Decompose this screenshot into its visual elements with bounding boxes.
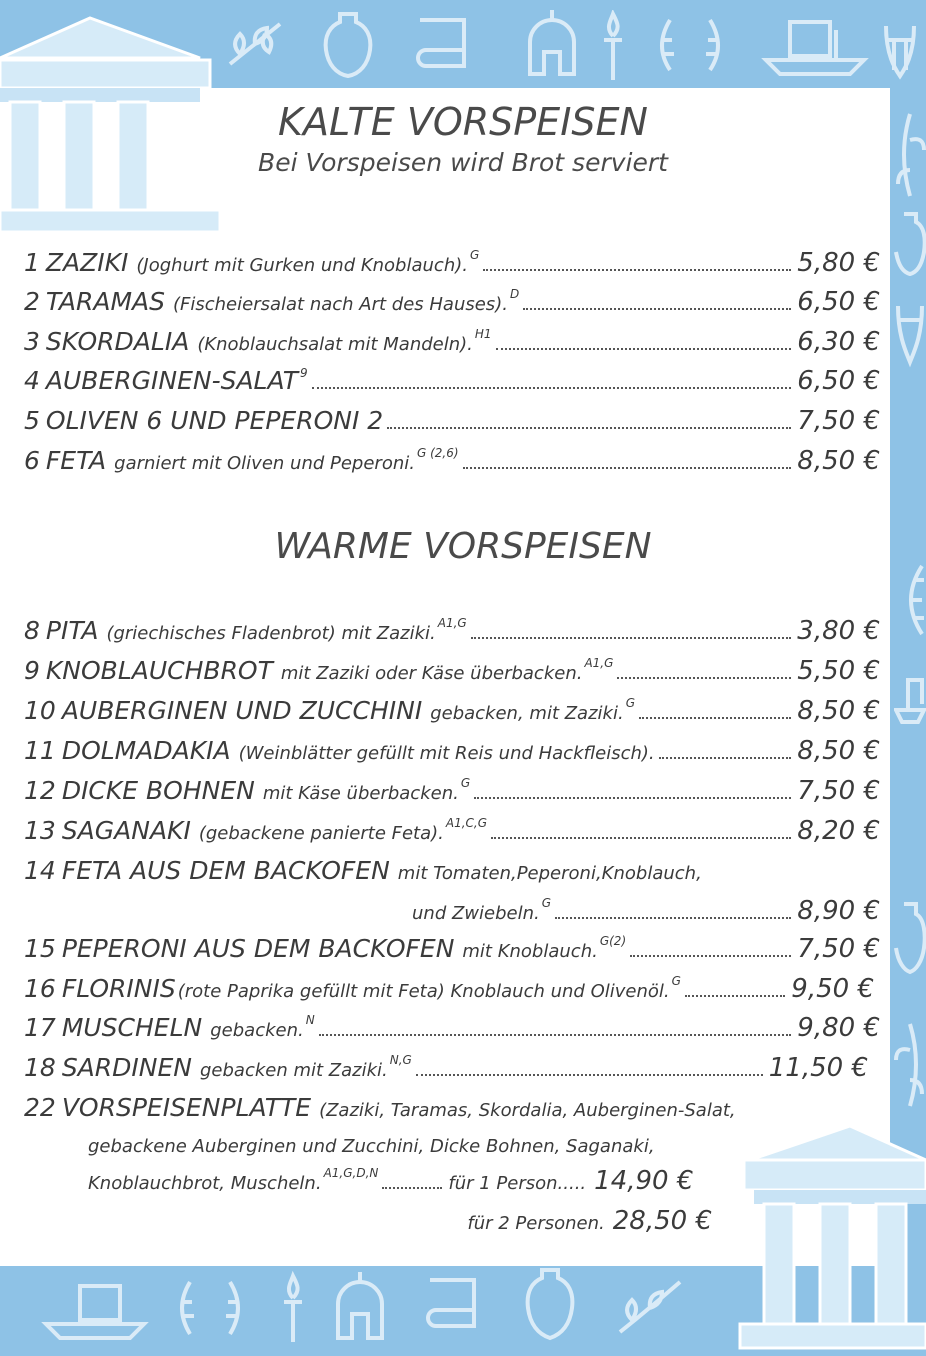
menu-item [24,366,880,396]
dot-leader [387,427,791,429]
laurel-wreath-icon [650,10,730,80]
item-description: gebacken. [210,1020,304,1041]
item-price: 5,80 € [797,248,880,278]
item-number: 9 [24,656,40,685]
item-number: 3 [24,327,40,356]
item-description: (rote Paprika gefüllt mit Feta) Knoblauch und Olivenöl. [177,981,670,1002]
cold-appetizers-heading: KALTE VORSPEISEN [278,100,648,144]
item-description: mit Knoblauch. [462,941,598,962]
item-price: 7,50 € [797,776,880,806]
item-price: 9,50 € [791,974,874,1004]
amphora-icon [894,900,926,980]
olive-branch-icon [610,1272,690,1342]
allergen-codes: G [541,896,552,910]
helmet-icon [328,1268,392,1344]
item-number: 13 [24,816,56,845]
amphora-icon [520,1266,580,1346]
menu-item [24,736,880,766]
item-name: PITA [45,616,99,645]
item-price: 3,80 € [797,616,880,646]
olive-branch-icon [894,1020,926,1110]
item-price: 8,50 € [797,736,880,766]
allergen-codes: 9 [300,366,308,380]
item-description: (Fischeiersalat nach Art des Hauses). [173,294,508,315]
dot-leader [416,1074,763,1076]
portion-label: für 2 Personen. [467,1213,605,1234]
dot-leader [659,757,792,759]
platter-description-line: gebackene Auberginen und Zucchini, Dicke Bohnen, Saganaki, [88,1136,655,1157]
menu-item-platter [24,1093,824,1122]
menu-item [24,616,880,646]
dot-leader [496,348,792,350]
menu-item [24,406,880,436]
item-price: 9,80 € [797,1013,880,1043]
item-description: garniert mit Oliven und Peperoni. [114,453,415,474]
item-number: 18 [24,1053,56,1082]
item-price: 5,50 € [797,656,880,686]
item-name: AUBERGINEN UND ZUCCHINI [61,696,423,725]
allergen-codes: N,G [389,1053,412,1067]
item-description: (Joghurt mit Gurken und Knoblauch). [136,255,468,276]
item-number: 4 [24,366,40,395]
item-name: DICKE BOHNEN [61,776,255,805]
item-name: MUSCHELN [61,1013,203,1042]
item-number: 1 [24,248,40,277]
item-name: DOLMADAKIA [61,736,231,765]
item-price: 8,20 € [797,816,880,846]
item-price: 7,50 € [797,406,880,436]
item-name: FLORINIS [61,974,176,1003]
item-price: 8,50 € [797,696,880,726]
item-number: 15 [24,934,56,963]
menu-item [24,327,880,357]
laurel-wreath-icon [170,1272,250,1344]
amphora-icon [318,10,378,80]
item-description: mit Zaziki oder Käse überbacken. [280,663,583,684]
menu-item [24,287,880,317]
menu-item [24,656,880,686]
allergen-codes: G [671,974,681,988]
item-number: 10 [24,696,56,725]
item-description: (griechisches Fladenbrot) mit Zaziki. [106,623,436,644]
item-description: gebacken mit Zaziki. [199,1060,388,1081]
menu-item [24,776,880,806]
dot-leader [474,797,791,799]
dot-leader [523,308,791,310]
ship-icon [760,10,870,80]
item-description: und Zwiebeln. [412,903,540,924]
item-number: 12 [24,776,56,805]
dot-leader [382,1187,442,1189]
torch-icon [598,10,628,84]
ship-icon [40,1270,150,1346]
menu-item [24,934,880,964]
cold-appetizers-subtitle: Bei Vorspeisen wird Brot serviert [258,148,668,177]
torch-icon [278,1270,308,1346]
menu-item [24,696,880,726]
dot-leader [630,955,791,957]
item-name: PEPERONI AUS DEM BACKOFEN [61,934,455,963]
allergen-codes: A1,G [437,616,467,630]
item-description: (Knoblauchsalat mit Mandeln). [197,334,473,355]
scroll-icon [420,1270,490,1342]
item-price: 11,50 € [768,1053,868,1083]
allergen-codes: G (2,6) [416,446,459,460]
dot-leader [685,995,785,997]
item-price: 14,90 € [594,1166,694,1196]
allergen-codes: A1,G,D,N [323,1166,379,1180]
item-description: (Weinblätter gefüllt mit Reis und Hackfleisch). [238,743,655,764]
dot-leader [639,717,791,719]
item-price: 6,50 € [797,287,880,317]
item-price: 7,50 € [797,934,880,964]
warm-appetizers-heading: WARME VORSPEISEN [274,526,652,567]
allergen-codes: D [509,287,520,301]
item-description: Knoblauchbrot, Muscheln. [88,1173,322,1194]
dot-leader [471,637,792,639]
item-name: SAGANAKI [61,816,191,845]
dot-leader [617,677,791,679]
menu-item [24,856,880,885]
item-number: 2 [24,287,40,316]
item-name: SKORDALIA [45,327,190,356]
menu-item [24,974,874,1004]
item-number: 14 [24,856,56,885]
menu-item [24,816,880,846]
item-name: VORSPEISENPLATTE [61,1093,312,1122]
allergen-codes: A1,C,G [445,816,488,830]
lyre-icon [880,20,920,80]
dot-leader [312,387,792,389]
allergen-codes: H1 [474,327,492,341]
lyre-icon [894,300,926,370]
menu-item-continuation [412,896,880,926]
item-number: 6 [24,446,40,475]
dot-leader [555,917,791,919]
menu-item [24,446,880,476]
allergen-codes: G [460,776,471,790]
item-name: FETA AUS DEM BACKOFEN [61,856,390,885]
item-number: 17 [24,1013,56,1042]
item-name: TARAMAS [45,287,165,316]
item-price: 8,50 € [797,446,880,476]
item-name: SARDINEN [61,1053,192,1082]
platter-one-person [88,1166,712,1196]
item-number: 8 [24,616,40,645]
allergen-codes: G [625,696,635,710]
item-price: 8,90 € [797,896,880,926]
item-price: 6,50 € [797,366,880,396]
item-number: 16 [24,974,56,1003]
menu-item [24,1013,880,1043]
item-name: AUBERGINEN-SALAT [45,366,299,395]
allergen-codes: G [469,248,480,262]
helmet-icon [520,8,584,80]
platter-two-persons [456,1206,712,1236]
temple-icon [730,1120,926,1356]
dot-leader [483,269,791,271]
item-name: ZAZIKI [45,248,129,277]
item-number: 5 [24,406,40,435]
ship-icon [894,670,926,730]
laurel-wreath-icon [894,560,926,640]
allergen-codes: A1,G [584,656,614,670]
item-description: mit Käse überbacken. [262,783,459,804]
item-description: mit Tomaten,Peperoni,Knoblauch, [397,863,702,884]
menu-item [24,1053,868,1083]
item-name: FETA [45,446,107,475]
dot-leader [463,467,792,469]
amphora-icon [894,210,926,280]
item-description: gebacken, mit Zaziki. [430,703,624,724]
portion-label: für 1 Person..... [448,1173,587,1194]
item-description: (gebackene panierte Feta). [198,823,444,844]
item-number: 11 [24,736,56,765]
dot-leader [491,837,791,839]
allergen-codes: G(2) [599,934,627,948]
item-price: 6,30 € [797,327,880,357]
dot-leader [319,1034,792,1036]
item-price: 28,50 € [612,1206,712,1236]
item-name: OLIVEN 6 UND PEPERONI 2 [45,406,384,435]
item-name: KNOBLAUCHBROT [45,656,273,685]
item-number: 22 [24,1093,56,1122]
menu-item [24,248,880,278]
olive-branch-icon [220,14,290,74]
allergen-codes: N [305,1013,315,1027]
item-description: (Zaziki, Taramas, Skordalia, Auberginen-Salat, [319,1100,736,1121]
scroll-icon [410,12,480,78]
